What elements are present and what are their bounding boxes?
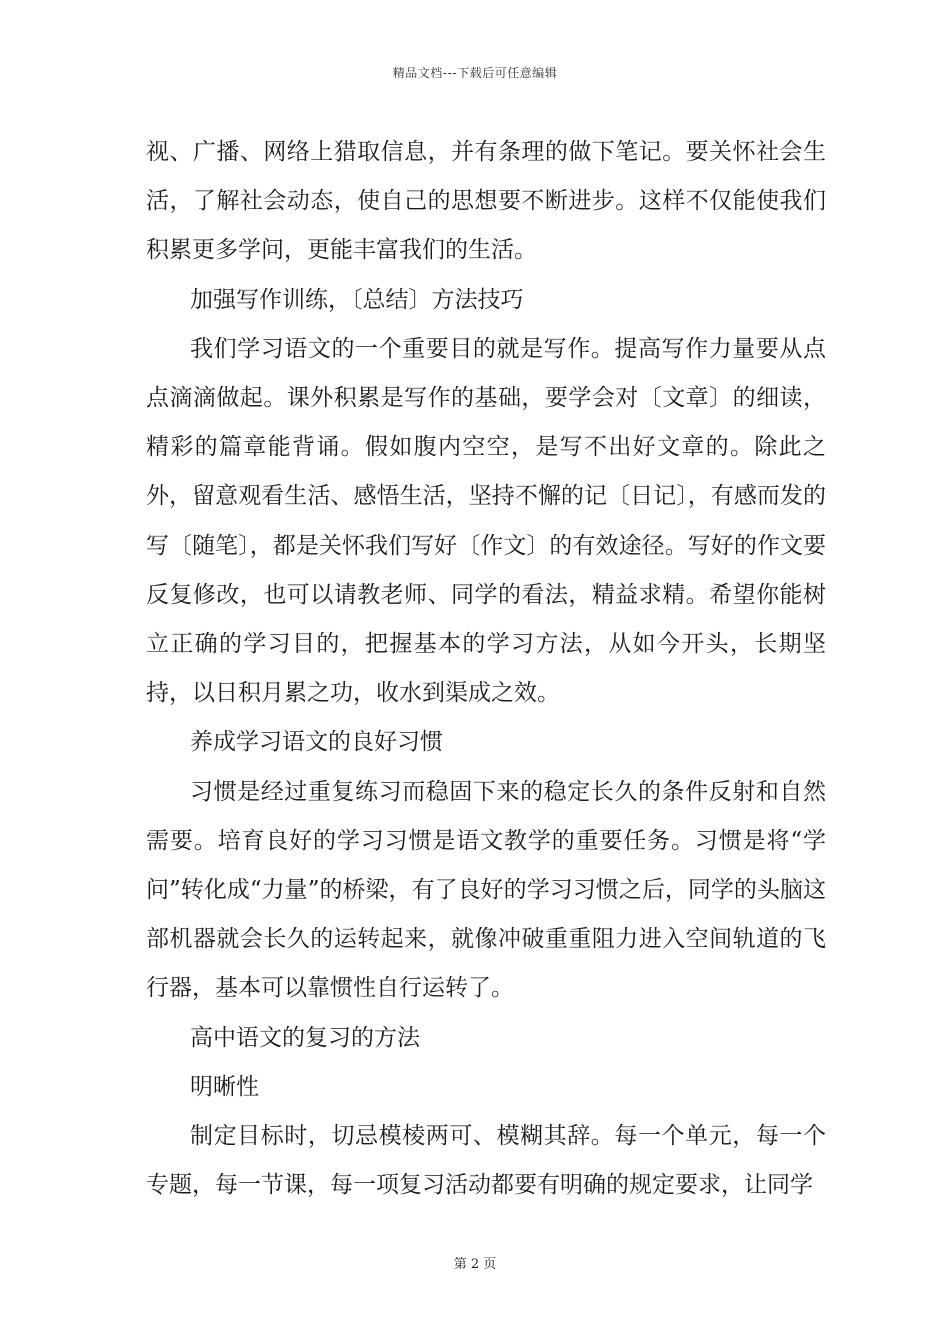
section-heading-review: 高中语文的复习的方法 <box>190 1024 420 1051</box>
paragraph-continuation: 视、广播、网络上猎取信息，并有条理的做下笔记。要关怀社会生活，了解社会动态，使自己的思想要不断进步。这样不仅能使我们积累更多学问，更能丰富我们的生活。 <box>146 139 826 264</box>
subheading-clarity: 明晰性 <box>190 1073 259 1100</box>
section-heading-habits: 养成学习语文的良好习惯 <box>190 729 443 756</box>
paragraph-habits: 习惯是经过重复练习而稳固下来的稳定长久的条件反射和自然需要。培育良好的学习习惯是语文教学的重要任务。习惯是将“学问”转化成“力量”的桥梁，有了良好的学习习惯之后，同学的头脑这部机器就会长久的运转起来，就像冲破重重阻力进入空间轨道的飞行器，基本可以靠惯性自行运转了。 <box>146 778 826 1002</box>
page-number: 第 2 页 <box>453 1257 497 1272</box>
paragraph-writing: 我们学习语文的一个重要目的就是写作。提高写作力量要从点点滴滴做起。课外积累是写作的基础，要学会对〔文章〕的细读，精彩的篇章能背诵。假如腹内空空，是写不出好文章的。除此之外，留意观看生活、感悟生活，坚持不懈的记〔日记〕，有感而发的写〔随笔〕，都是关怀我们写好〔作文〕的有效途径。写好的作文要反复修改，也可以请教老师、同学的看法，精益求精。希望你能树立正确的学习目的，把握基本的学习方法，从如今开头，长期坚持，以日积月累之功，收水到渠成之效。 <box>146 335 826 707</box>
document-body <box>146 128 826 1210</box>
section-heading-writing: 加强写作训练，〔总结〕方法技巧 <box>190 286 524 313</box>
page-header: 精品文档---下载后可任意编辑 <box>392 66 558 80</box>
paragraph-clarity: 制定目标时，切忌模棱两可、模糊其辞。每一个单元，每一个专题，每一节课，每一项复习活动都要有明确的规定要求，让同学 <box>146 1123 826 1199</box>
